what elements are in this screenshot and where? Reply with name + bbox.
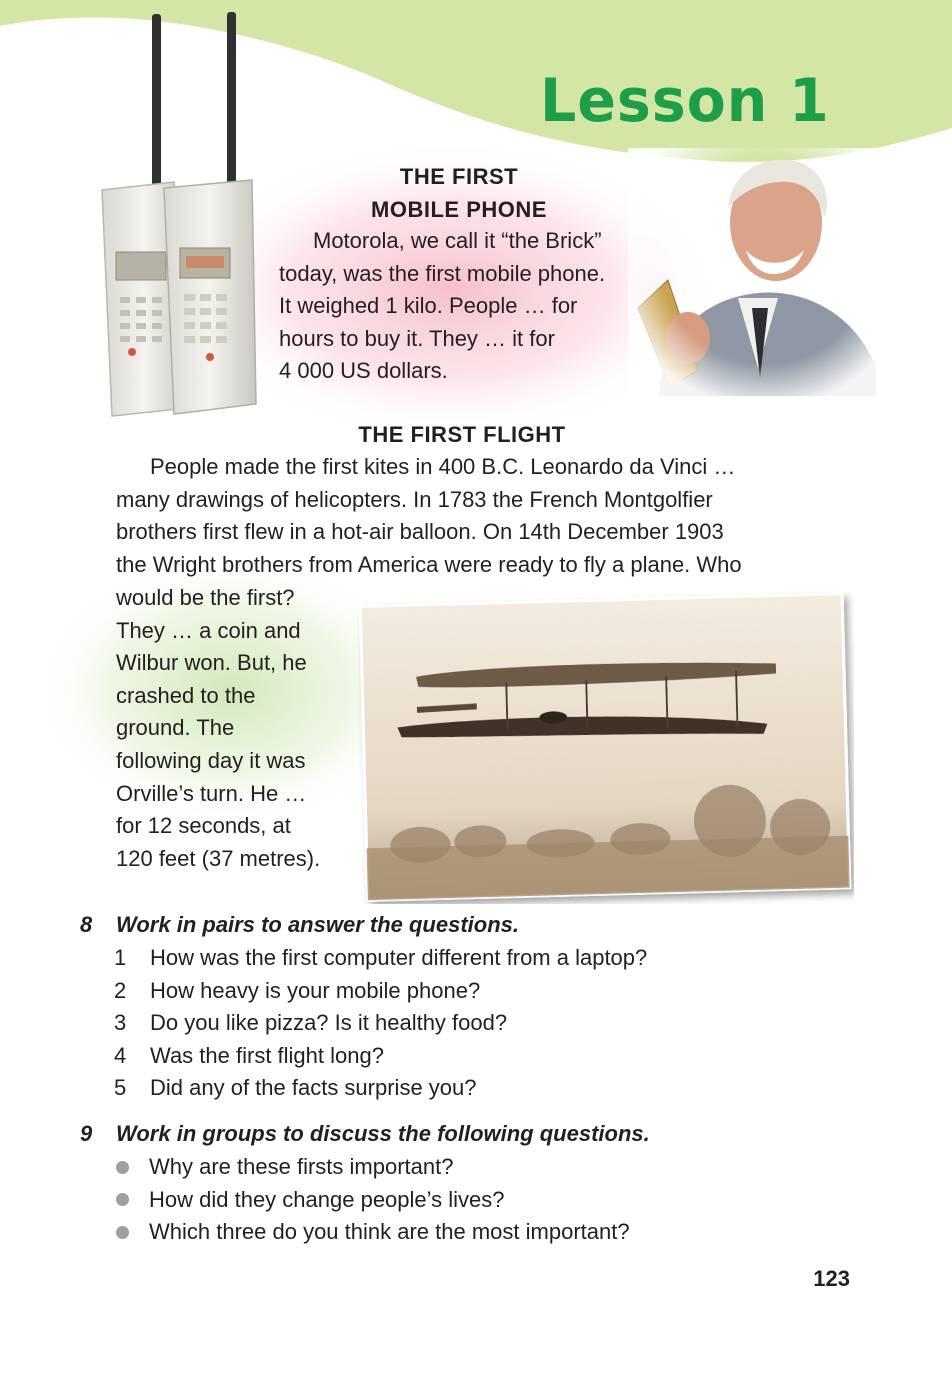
question-item [112, 942, 812, 975]
question-number: 5 [114, 1075, 127, 1101]
exercise-9-number: 9 [80, 1121, 93, 1146]
question-number: 1 [114, 945, 127, 970]
flight-text-line: ground. The [116, 715, 235, 741]
phone-article-heading [352, 160, 566, 226]
phone-text-line: today, was the first mobile phone. [279, 260, 606, 286]
brick-phones-photo [92, 12, 264, 420]
bullet-item [112, 1216, 812, 1249]
lesson-title: Lesson 1 [540, 66, 830, 136]
bullet-icon [116, 1226, 129, 1239]
question-text: How heavy is your mobile phone? [150, 977, 481, 1003]
exercise-9-title: Work in groups to discuss the following questions. [116, 1121, 650, 1146]
question-text: How was the first computer different from a laptop? [150, 945, 648, 970]
bullet-item [112, 1151, 812, 1184]
flight-article-text [116, 451, 816, 581]
question-item [112, 1072, 812, 1105]
bullet-icon [116, 1161, 129, 1174]
question-text: Do you like pizza? Is it healthy food? [150, 1010, 508, 1036]
flight-text-line: crashed to the [116, 682, 256, 708]
phone-article-text [279, 225, 659, 388]
question-number: 3 [114, 1010, 127, 1036]
question-text: Was the first flight long? [150, 1042, 384, 1068]
question-item [112, 1007, 812, 1040]
page-number: 123 [813, 1266, 850, 1291]
phone-text-line: It weighed 1 kilo. People … for [279, 293, 578, 319]
flight-text-line: following day it was [116, 747, 306, 773]
flight-text-line: 120 feet (37 metres). [116, 845, 321, 871]
bullet-item [112, 1184, 812, 1217]
question-number: 4 [114, 1042, 127, 1068]
flight-text-line: would be the first? [116, 585, 295, 610]
exercise-8-number: 8 [80, 912, 93, 937]
exercise-8-questions [112, 942, 812, 1105]
question-item [112, 1040, 812, 1073]
phone-heading-line-2: MOBILE PHONE [371, 197, 547, 222]
flight-article-text-continued [116, 582, 356, 875]
exercise-9-bullets [112, 1151, 812, 1249]
phone-text-line: Motorola, we call it “the Brick” [313, 228, 602, 253]
flight-text-line: the Wright brothers from America were ready to fly a plane. Who [116, 551, 742, 577]
flight-article-heading: THE FIRST FLIGHT [358, 422, 566, 447]
question-number: 2 [114, 977, 127, 1003]
wright-flyer-photo [358, 592, 854, 904]
inventor-photo [628, 148, 878, 396]
bullet-text: How did they change people’s lives? [149, 1186, 505, 1212]
bullet-text: Why are these firsts important? [149, 1154, 454, 1179]
flight-text-line: many drawings of helicopters. In 1783 the French Montgolfier [116, 486, 713, 512]
question-text: Did any of the facts surprise you? [150, 1075, 477, 1101]
flight-text-line: People made the first kites in 400 B.C. Leonardo da Vinci … [150, 454, 736, 479]
phone-text-line: 4 000 US dollars. [279, 358, 448, 384]
bullet-icon [116, 1193, 129, 1206]
flight-text-line: Orville’s turn. He … [116, 780, 307, 806]
flight-text-line: They … a coin and [116, 617, 301, 643]
flight-text-line: for 12 seconds, at [116, 813, 291, 839]
bullet-text: Which three do you think are the most important? [149, 1219, 630, 1245]
flight-text-line: brothers first flew in a hot-air balloon. On 14th December 1903 [116, 519, 724, 545]
question-item [112, 975, 812, 1008]
flight-text-line: Wilbur won. But, he [116, 650, 307, 676]
exercise-8-title: Work in pairs to answer the questions. [116, 912, 520, 937]
phone-text-line: hours to buy it. They … it for [279, 325, 555, 351]
phone-heading-line-1: THE FIRST [399, 164, 519, 189]
